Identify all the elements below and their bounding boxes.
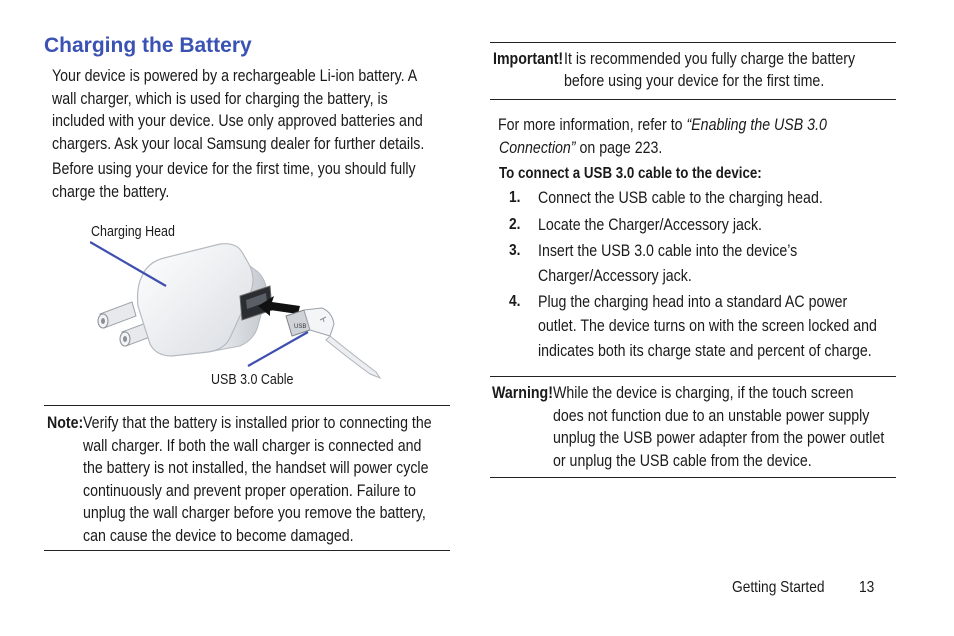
warning-bottom-rule bbox=[490, 477, 896, 478]
note-line: wall charger. If both the wall charger is connected and bbox=[83, 436, 422, 455]
page-number: 13 bbox=[859, 579, 875, 596]
note-top-rule bbox=[44, 405, 450, 406]
before-paragraph bbox=[52, 158, 475, 203]
step-3-text: Insert the USB 3.0 cable into the device’s Charger/Accessory jack. bbox=[538, 242, 798, 285]
more-info-line2 bbox=[499, 137, 689, 160]
more-info-line1 bbox=[498, 114, 880, 137]
cable-pointer-line bbox=[248, 332, 308, 366]
note-text bbox=[83, 412, 488, 547]
warning-top-rule bbox=[490, 376, 896, 377]
intro-line: included with your device. Use only approved batteries and bbox=[52, 112, 423, 130]
important-bottom-rule bbox=[490, 99, 896, 100]
warning-text bbox=[553, 382, 938, 472]
note-line: continuously and prevent proper operation. Failure to bbox=[83, 481, 416, 500]
charging-head-icon bbox=[138, 244, 273, 356]
more-info-suffix: on page 223. bbox=[575, 139, 663, 157]
warning-line: or unplug the USB cable from the device. bbox=[553, 451, 812, 470]
important-top-rule bbox=[490, 42, 896, 43]
note-line: unplug the wall charger before you remove the battery, bbox=[83, 504, 426, 522]
before-line: charge the battery. bbox=[52, 182, 170, 201]
more-info-prefix: For more information, refer to bbox=[498, 116, 687, 134]
important-line: It is recommended you fully charge the battery bbox=[564, 50, 856, 68]
step-number: 1. bbox=[509, 189, 521, 206]
important-label: Important! bbox=[493, 50, 564, 68]
step-number: 2. bbox=[509, 216, 521, 233]
warning-line: While the device is charging, if the touch screen bbox=[553, 384, 854, 402]
warning-line: does not function due to an unstable power supply bbox=[553, 406, 870, 425]
cross-reference-link[interactable]: Connection” bbox=[499, 139, 576, 157]
procedure-heading: To connect a USB 3.0 cable to the device: bbox=[499, 165, 762, 182]
page-title: Charging the Battery bbox=[44, 34, 252, 57]
note-line: can cause the device to become damaged. bbox=[83, 526, 354, 545]
intro-paragraph bbox=[52, 65, 485, 155]
note-line: Verify that the battery is installed prior to connecting the bbox=[83, 414, 432, 432]
label-usb-cable: USB 3.0 Cable bbox=[211, 372, 294, 388]
step-number: 4. bbox=[509, 293, 521, 310]
warning-label: Warning! bbox=[492, 384, 553, 402]
usb-plug-icon bbox=[286, 308, 380, 378]
step-1-text: Connect the USB cable to the charging head. bbox=[538, 189, 823, 207]
step-4-text: Plug the charging head into a standard AC power outlet. The device turns on with the screen locked and indicates both its charge state and percent of charge. bbox=[538, 293, 877, 360]
before-line: Before using your device for the first time, you should fully bbox=[52, 160, 416, 178]
note-bottom-rule bbox=[44, 550, 450, 551]
warning-line: unplug the USB power adapter from the power outlet bbox=[553, 429, 885, 447]
intro-line: Your device is powered by a rechargeable Li-ion battery. A bbox=[52, 67, 418, 85]
note-label: Note: bbox=[47, 414, 84, 432]
svg-text:USB: USB bbox=[294, 324, 307, 330]
charger-illustration bbox=[90, 236, 400, 386]
label-charging-head: Charging Head bbox=[91, 224, 175, 240]
cross-reference-link[interactable]: “Enabling the USB 3.0 bbox=[686, 116, 827, 134]
step-2-text: Locate the Charger/Accessory jack. bbox=[538, 216, 763, 234]
note-line: the battery is not installed, the handset will power cycle bbox=[83, 459, 429, 477]
intro-line: chargers. Ask your local Samsung dealer for further details. bbox=[52, 134, 425, 153]
important-line: before using your device for the first time. bbox=[564, 72, 825, 90]
intro-line: wall charger, which is used for charging the battery, is bbox=[52, 89, 388, 108]
step-number: 3. bbox=[509, 242, 521, 259]
footer-section: Getting Started bbox=[732, 579, 825, 596]
